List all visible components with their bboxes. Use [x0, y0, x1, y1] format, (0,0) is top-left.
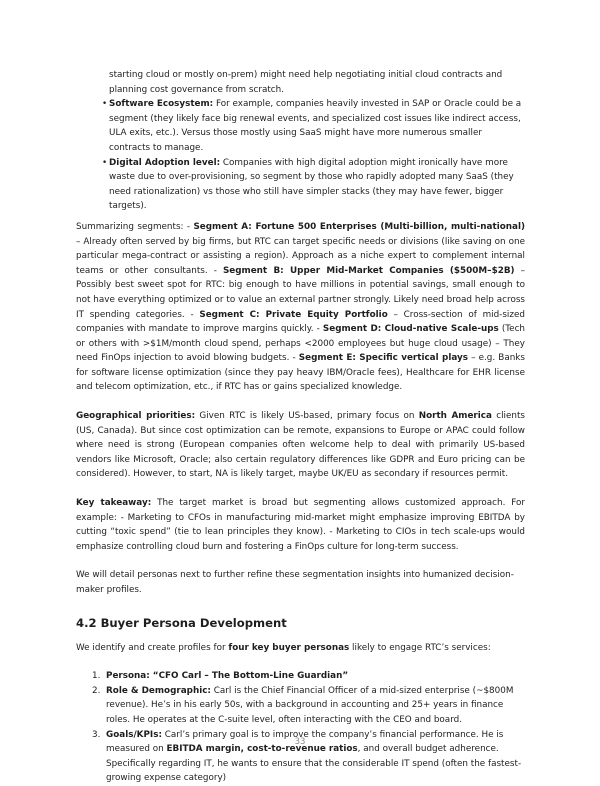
- section-title: 4.2 Buyer Persona Development: [76, 615, 287, 630]
- key-takeaway-paragraph: Key takeaway: The target market is broad but segmenting allows customized approach. For example: - Marketing to CFOs in manufacturing mid-market might emphasize improving EBITDA by cutting “toxic spend” (tie to lean principles they know). - Marketing to CIOs in tech scale-ups would emphasize controlling cloud burn and fostering a FinOps culture for long-term success.: [76, 498, 525, 552]
- detail-paragraph: We will detail personas next to further refine these segmentation insights into humanized decision-maker profiles.: [76, 570, 514, 595]
- list-item: 2. Role & Demographic: Carl is the Chief Financial Officer of a mid-sized enterprise (~$800M revenue). He’s in his early 50s, with a background in accounting and 25+ years in finance roles. He operates at the C-suite level, often interacting with the CEO and board.: [92, 685, 514, 725]
- document-body: [76, 68, 525, 786]
- summary-paragraph: Summarizing segments: - Segment A: Fortune 500 Enterprises (Multi-billion, multi-national) – Already often served by big firms, but RTC can target specific needs or divisions (like saving on one particular mega-contract or assisting a region). Approach as a niche expert to complement internal teams or other consultants. - Segment B: Upper Mid-Market Companies ($500M–$2B) – Possibly best sweet spot for RTC: big enough to have millions in potential savings, small enough to not have everything optimized or to value an external partner strongly. Likely need broad help across IT spending categories. - Segment C: Private Equity Portfolio – Cross-section of mid-sized companies with mandate to improve margins quickly. - Segment D: Cloud-native Scale-ups (Tech or others with >$1M/month cloud spend, perhaps <2000 employees but huge cloud usage) – They need FinOps injection to avoid blowing budgets. - Segment E: Specific vertical plays – e.g. Banks for software license optimization (since they pay heavy IBM/Oracle fees), Healthcare for EHR license and telecom optimization, etc., if RTC has or gains specialized knowledge.: [76, 221, 526, 393]
- numbered-list: [76, 669, 525, 786]
- bullet-icon: •: [102, 157, 108, 168]
- bullet-icon: •: [102, 99, 108, 110]
- bullet-list: [102, 97, 525, 214]
- list-item: • Software Ecosystem: For example, companies heavily invested in SAP or Oracle could be a segment (they likely face big renewal events, and specialized cost issues like indirect access, ULA exits, etc.). Versus those mostly using SaaS might have more numerous smaller contracts to manage.: [102, 97, 525, 155]
- list-item: • Digital Adoption level: Companies with high digital adoption might ironically have more waste due to over-provisioning, so segment by those who rapidly adopted many SaaS (they need rationalization) vs those who still have simpler stacks (they may have fewer, bigger targets).: [102, 156, 525, 214]
- list-item: 3. Goals/KPIs: Carl’s primary goal is to improve the company’s financial performance. He is measured on EBITDA margin, cost-to-revenue ratios, and overall budget adherence. Specifically regarding IT, he wants to ensure that the considerable IT spend (often the fastest-growing expense category): [92, 729, 522, 784]
- list-item: 1. Persona: “CFO Carl – The Bottom-Line Guardian”: [92, 671, 349, 682]
- intro-paragraph: We identify and create profiles for four key buyer personas likely to engage RTC’s services:: [76, 642, 491, 653]
- page-number: 33: [294, 737, 306, 747]
- continued-paragraph: starting cloud or mostly on-prem) might need help negotiating initial cloud contracts and planning cost governance from scratch.: [109, 70, 503, 95]
- geo-paragraph: Geographical priorities: Given RTC is likely US-based, primary focus on North America clients (US, Canada). But since cost optimization can be remote, expansions to Europe or APAC could follow where need is strong (European companies often welcome help to deal with primarily US-based vendors like Microsoft, Oracle; also certain regulatory differences like GDPR and Euro pricing can be considered). However, to start, NA is likely target, maybe UK/EU as secondary if resources permit.: [76, 411, 525, 480]
